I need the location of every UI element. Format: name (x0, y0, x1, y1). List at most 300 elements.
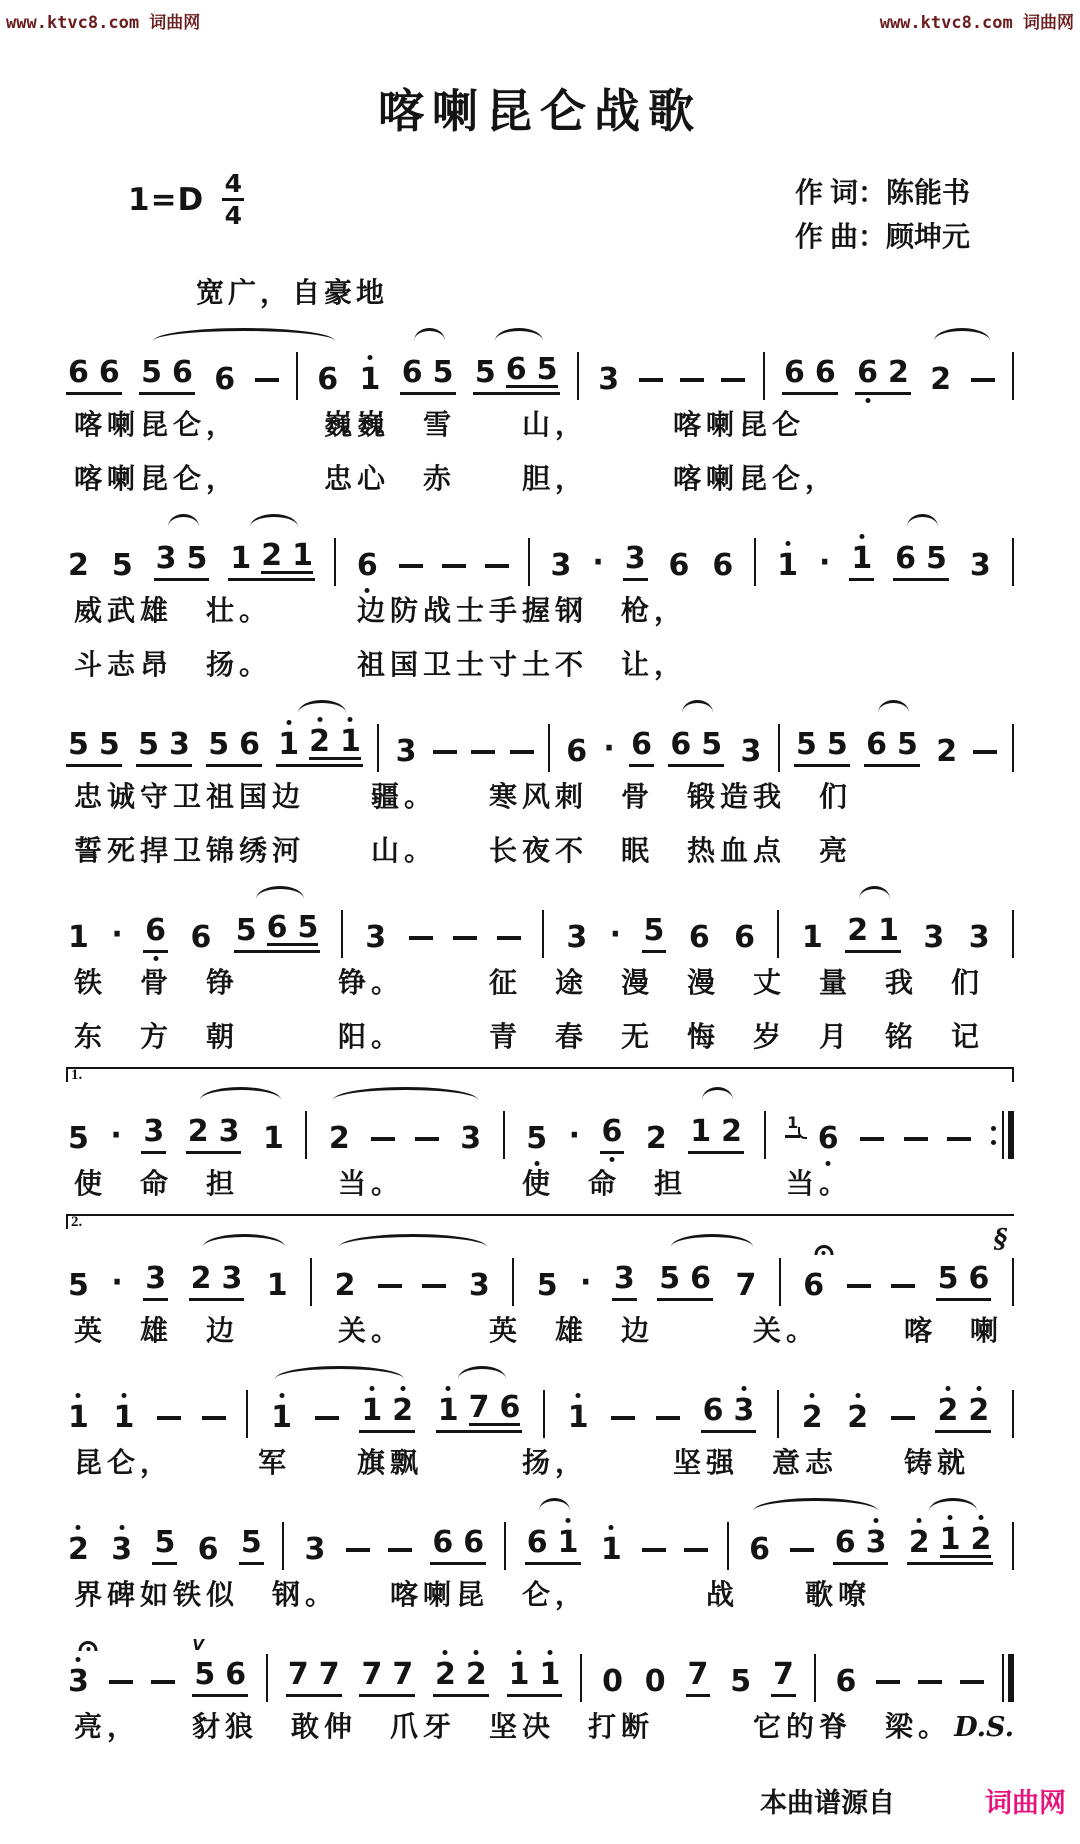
duration-dash (947, 1137, 971, 1141)
note: 2 (435, 1660, 456, 1690)
note-group (775, 548, 800, 583)
barline (1012, 1522, 1014, 1570)
augmentation-dot: · (568, 1118, 580, 1153)
footer-source-text: 本曲谱源自 (760, 1788, 895, 1818)
duration-dash (510, 750, 534, 754)
notation-line (66, 879, 1014, 953)
note-group (467, 1268, 492, 1303)
note: 1 (114, 1403, 135, 1433)
credits (795, 171, 970, 255)
note: 0 (644, 1664, 666, 1699)
note: 5 (659, 1261, 681, 1296)
song-title: 喀喇昆仑战歌 (378, 86, 702, 137)
note: 3 (550, 548, 572, 583)
note-group (458, 1121, 483, 1156)
note: 1 (340, 727, 361, 757)
note: 5 (937, 1261, 959, 1296)
barline (764, 1111, 766, 1159)
note-group (276, 724, 363, 767)
note: 6 (895, 541, 917, 576)
note-group (430, 1525, 486, 1565)
lyrics-text: 英 雄 边 关。 英 雄 边 关。 喀 喇 (74, 1316, 1004, 1347)
watermark-left: www.ktvc8.com 词曲网 (6, 13, 201, 33)
duration-dash (876, 1680, 900, 1684)
note-group (686, 1657, 711, 1697)
barline (305, 1111, 307, 1159)
note: 2 (847, 913, 869, 948)
octave-dot-above (785, 541, 790, 546)
note: 2 (309, 727, 330, 757)
footer (0, 1755, 1080, 1830)
note: 5 (526, 1124, 547, 1154)
lyrics-text: 铁 骨 铮 铮。 征 途 漫 漫 丈 量 我 们 (74, 968, 985, 999)
barline (577, 352, 579, 400)
note-group (286, 1657, 342, 1697)
lyrics-line (66, 395, 1014, 449)
repeat-end-barline (991, 1111, 1014, 1159)
note: 3 (143, 1114, 165, 1149)
note: 6 (857, 358, 878, 388)
barline (266, 1654, 268, 1702)
octave-dot-below (826, 1161, 831, 1166)
slur-arc (333, 1087, 478, 1100)
duration-dash (847, 1284, 871, 1288)
note: 6 (239, 727, 260, 762)
barline (310, 1258, 312, 1306)
note-group (433, 1657, 489, 1697)
note-group (525, 1525, 581, 1565)
system (66, 1491, 1014, 1619)
lyrics-line (66, 1433, 1014, 1487)
note: 1 (777, 551, 798, 581)
time-signature-bottom: 4 (224, 201, 242, 230)
duration-dash (399, 564, 423, 568)
note-group (524, 1121, 549, 1156)
octave-dot-above (348, 717, 353, 722)
breath-mark-icon: V (192, 1636, 205, 1654)
note: 5 (796, 727, 817, 762)
system (66, 879, 1014, 1061)
barline (246, 1390, 248, 1438)
note-group (66, 1121, 91, 1156)
note-group (833, 1525, 889, 1565)
note-group (600, 1114, 625, 1154)
duration-dash (918, 1680, 942, 1684)
note: 3 (923, 920, 945, 955)
barline (779, 1258, 781, 1306)
note: 3 (155, 541, 177, 576)
octave-dot-above (855, 1393, 860, 1398)
notation-line (66, 1224, 1014, 1303)
note: 5 (68, 727, 89, 762)
barline (1012, 352, 1014, 400)
note: 5 (186, 541, 208, 576)
barline (1012, 910, 1014, 958)
note: 1 (690, 1114, 712, 1149)
note: 6 (668, 548, 690, 583)
octave-dot-above (446, 1386, 451, 1391)
note-group (864, 727, 920, 767)
note-group (66, 1400, 91, 1435)
note-group (265, 1268, 290, 1303)
note: 6 (499, 1390, 521, 1425)
barline (727, 1522, 729, 1570)
note: 6 (172, 355, 193, 390)
barline (763, 352, 765, 400)
duration-dash (721, 378, 745, 382)
notation-line (66, 321, 1014, 395)
octave-dot-below (534, 1161, 539, 1166)
slur-arc (929, 1498, 977, 1511)
note: 3 (460, 1121, 482, 1156)
tempo-marking: 宽广，自豪地 (196, 278, 389, 309)
duration-dash (433, 750, 457, 754)
note: 3 (111, 1535, 132, 1565)
beam-tail (468, 1390, 521, 1426)
note: 5 (826, 727, 848, 762)
note-group (642, 913, 667, 953)
note: 6 (225, 1657, 247, 1692)
note: 3 (68, 1667, 89, 1697)
note: 3 (733, 1396, 754, 1426)
note-group (66, 727, 122, 767)
note: 5 (897, 727, 918, 762)
note-group (66, 1268, 91, 1303)
note-group (394, 734, 419, 769)
note: 6 (968, 1261, 990, 1296)
octave-dot-above (279, 1393, 284, 1398)
duration-dash (790, 1548, 814, 1552)
note: 3 (221, 1261, 243, 1296)
octave-dot-above (810, 1393, 815, 1398)
note: 3 (969, 548, 991, 583)
note: 1 (361, 1396, 382, 1426)
note: 5 (141, 355, 162, 390)
barline (814, 1654, 816, 1702)
note: 2 (936, 734, 958, 769)
note-group (355, 548, 380, 583)
note-group (564, 920, 589, 955)
slur-arc (753, 1498, 878, 1511)
lyrics-text: 亮， 豺狼 敢伸 爪牙 坚决 打断 它的脊 梁。 (74, 1712, 952, 1743)
lyricist-credit: 作 词：陈能书 (794, 178, 970, 209)
note: 2 (68, 1535, 89, 1565)
lyrics-text: 使 命 担 当。 使 命 担 当。 (74, 1169, 853, 1200)
note: 3 (365, 920, 387, 955)
slur-arc (414, 328, 445, 341)
note: 1 (787, 1113, 799, 1132)
note: 2 (328, 1121, 350, 1156)
beam-tail (266, 910, 319, 946)
duration-dash (485, 564, 509, 568)
note-group (363, 920, 388, 955)
system (66, 321, 1014, 503)
duration-dash (904, 1137, 928, 1141)
duration-dash (371, 1137, 395, 1141)
note: 1 (292, 538, 313, 573)
note: 5 (536, 352, 558, 387)
duration-dash (611, 1416, 635, 1420)
duration-dash (497, 936, 521, 940)
note-group (967, 920, 992, 955)
barline (528, 538, 530, 586)
note-group (535, 1268, 560, 1303)
note: 2 (721, 1114, 743, 1149)
barline (548, 724, 550, 772)
note: 5 (240, 1525, 262, 1560)
note-group (845, 913, 901, 953)
octave-dot-above (978, 1515, 983, 1520)
note-group (623, 541, 648, 581)
note: 2 (802, 1403, 823, 1433)
duration-dash (442, 564, 466, 568)
note: 7 (772, 1657, 794, 1692)
note: 1 (878, 913, 899, 948)
footer-site-text: 词曲网 (985, 1788, 1066, 1818)
note: 1 (278, 730, 299, 760)
note-group (600, 1664, 625, 1699)
lyrics-line (66, 1007, 1014, 1061)
note-group (816, 1121, 841, 1156)
octave-dot-above (474, 1650, 479, 1655)
slur-arc (200, 1087, 281, 1100)
beam-tail (505, 352, 558, 388)
note-group (747, 1532, 772, 1567)
watermark-right: www.ktvc8.com 词曲网 (879, 13, 1074, 33)
slur-arc (339, 1234, 487, 1247)
lyrics-line (66, 1565, 1014, 1619)
note-group (196, 1532, 221, 1567)
note-group (800, 1400, 825, 1435)
note-group (154, 541, 210, 581)
note-group (936, 1224, 1008, 1301)
beam-tail (939, 1522, 992, 1558)
time-signature-top: 4 (224, 169, 242, 198)
note: 3 (566, 920, 588, 955)
note: 6 (317, 362, 339, 397)
duration-dash (151, 1680, 175, 1684)
volta-label: 2. (71, 1214, 83, 1230)
duration-dash (680, 378, 704, 382)
note-group (732, 920, 757, 955)
note: 1 (271, 1403, 292, 1433)
note-group (358, 362, 383, 397)
note: 5 (235, 913, 257, 948)
note-group (733, 1268, 758, 1303)
note: 6 (814, 355, 836, 390)
notation-line (66, 1491, 1014, 1565)
slur-arc (539, 1498, 570, 1511)
fermata-icon (79, 1641, 98, 1651)
note: 7 (361, 1657, 383, 1692)
segno-icon: § (993, 1224, 1008, 1254)
note-group (921, 920, 946, 955)
note-group (855, 355, 911, 395)
note-group (644, 1121, 669, 1156)
beam-tail (309, 724, 361, 760)
note-group (782, 355, 838, 395)
slur-arc (495, 328, 543, 341)
note-group (968, 548, 993, 583)
ds-marker: D.S. (954, 1712, 1014, 1743)
system (66, 1359, 1014, 1487)
notation-line (66, 1080, 1014, 1154)
slur-arc (859, 886, 890, 899)
note: 6 (68, 355, 89, 390)
note: 7 (468, 1390, 490, 1425)
note: 6 (266, 910, 288, 945)
note-group (566, 1400, 591, 1435)
octave-dot-above (76, 1657, 81, 1662)
note: 1 (851, 544, 872, 574)
note: 3 (468, 1268, 490, 1303)
note-group (136, 727, 192, 767)
note: 5 (98, 727, 120, 762)
note-group (152, 1525, 177, 1565)
note-group (269, 1400, 294, 1435)
duration-dash (860, 1137, 884, 1141)
note: 5 (154, 1525, 176, 1560)
note: 6 (505, 352, 527, 387)
note: 7 (318, 1657, 340, 1692)
barline (777, 910, 779, 958)
note: 1 (266, 1268, 288, 1303)
barline (334, 538, 336, 586)
octave-dot-above (517, 1650, 522, 1655)
fermata-icon (814, 1245, 833, 1255)
barline (512, 1258, 514, 1306)
note-group (928, 362, 953, 397)
note: 5 (194, 1657, 216, 1692)
notation-line (66, 507, 1014, 581)
note: 6 (734, 920, 755, 955)
note: 5 (208, 727, 230, 762)
note: 2 (888, 355, 909, 390)
note: 3 (624, 541, 646, 576)
lyrics-text: 威武雄 壮。 边防战士手握钢 枪， (74, 596, 688, 627)
note-group (141, 1114, 166, 1154)
barline (543, 1390, 545, 1438)
duration-dash (639, 378, 663, 382)
note: 1 (509, 1660, 530, 1690)
duration-dash (453, 936, 477, 940)
octave-dot-above (576, 1393, 581, 1398)
note: 6 (602, 1117, 623, 1147)
augmentation-dot: · (580, 1265, 592, 1300)
lyrics-line (66, 1154, 1014, 1208)
system (66, 1623, 1014, 1751)
note-group (143, 913, 168, 953)
barline (503, 1111, 505, 1159)
duration-dash (415, 1137, 439, 1141)
slur-arc (203, 1234, 285, 1247)
note-group (668, 727, 724, 767)
duration-dash (255, 378, 279, 382)
note-group (849, 541, 874, 581)
composer-credit: 作 曲：顾坤元 (794, 222, 970, 253)
note-group (710, 548, 735, 583)
duration-dash (157, 1416, 181, 1420)
note-group (701, 1393, 757, 1433)
duration-dash (971, 378, 995, 382)
score (0, 311, 1080, 1755)
note: 2 (847, 1403, 868, 1433)
lyrics-line (66, 449, 1014, 503)
slur-arc (702, 1087, 733, 1100)
duration-dash (960, 1680, 984, 1684)
note: 6 (670, 727, 692, 762)
note: 6 (197, 1532, 219, 1567)
lyrics-text: 喀喇昆仑， 巍巍 雪 山， 喀喇昆仑 (74, 410, 806, 441)
note-group (935, 1393, 991, 1433)
duration-dash (422, 1284, 446, 1288)
barline (377, 724, 379, 772)
note: 6 (835, 1664, 857, 1699)
note: 6 (401, 355, 423, 390)
note-group (907, 1522, 994, 1565)
note-group (112, 1400, 137, 1435)
lyrics-line (66, 953, 1014, 1007)
octave-dot-above (76, 1393, 81, 1398)
duration-dash (346, 1548, 370, 1552)
barline (542, 910, 544, 958)
note-group (206, 727, 262, 767)
note: 6 (834, 1525, 856, 1560)
lyrics-line (66, 635, 1014, 689)
note: 2 (190, 1261, 212, 1296)
note: 6 (566, 734, 588, 769)
note-group (934, 734, 959, 769)
note-group (66, 355, 122, 395)
lyrics-text: 斗志昂 扬。 祖国卫士寸土不 让， (74, 650, 688, 681)
slur-arc (153, 328, 335, 341)
barline (1012, 724, 1014, 772)
note: 2 (909, 1528, 930, 1558)
note: 0 (602, 1664, 623, 1699)
note: 5 (138, 727, 159, 762)
note: 7 (687, 1657, 709, 1692)
note: 5 (730, 1664, 752, 1699)
note-group (234, 910, 321, 953)
barline (282, 1522, 284, 1570)
lyrics-line (66, 1301, 1014, 1355)
barline (504, 1522, 506, 1570)
watermark-row (0, 0, 1080, 33)
note: 2 (968, 1396, 989, 1426)
note-group (66, 548, 91, 583)
note-group (688, 1114, 744, 1154)
note: 6 (690, 1261, 711, 1296)
slur-arc (275, 1366, 404, 1379)
note-group (333, 1268, 358, 1303)
note: 5 (68, 1121, 89, 1156)
system (66, 1214, 1014, 1355)
note-group (657, 1261, 713, 1301)
note-group (549, 548, 574, 583)
note-group (667, 548, 692, 583)
note-group (186, 1114, 242, 1154)
octave-dot-below (153, 956, 158, 961)
slur-arc (458, 1366, 506, 1379)
octave-dot-above (945, 1386, 950, 1391)
slur-arc (934, 328, 990, 341)
note: 2 (68, 548, 89, 583)
note-group (834, 1664, 859, 1699)
note-group (188, 920, 213, 955)
barline (296, 352, 298, 400)
notation-line (66, 1623, 1014, 1697)
note: 1 (230, 541, 252, 576)
